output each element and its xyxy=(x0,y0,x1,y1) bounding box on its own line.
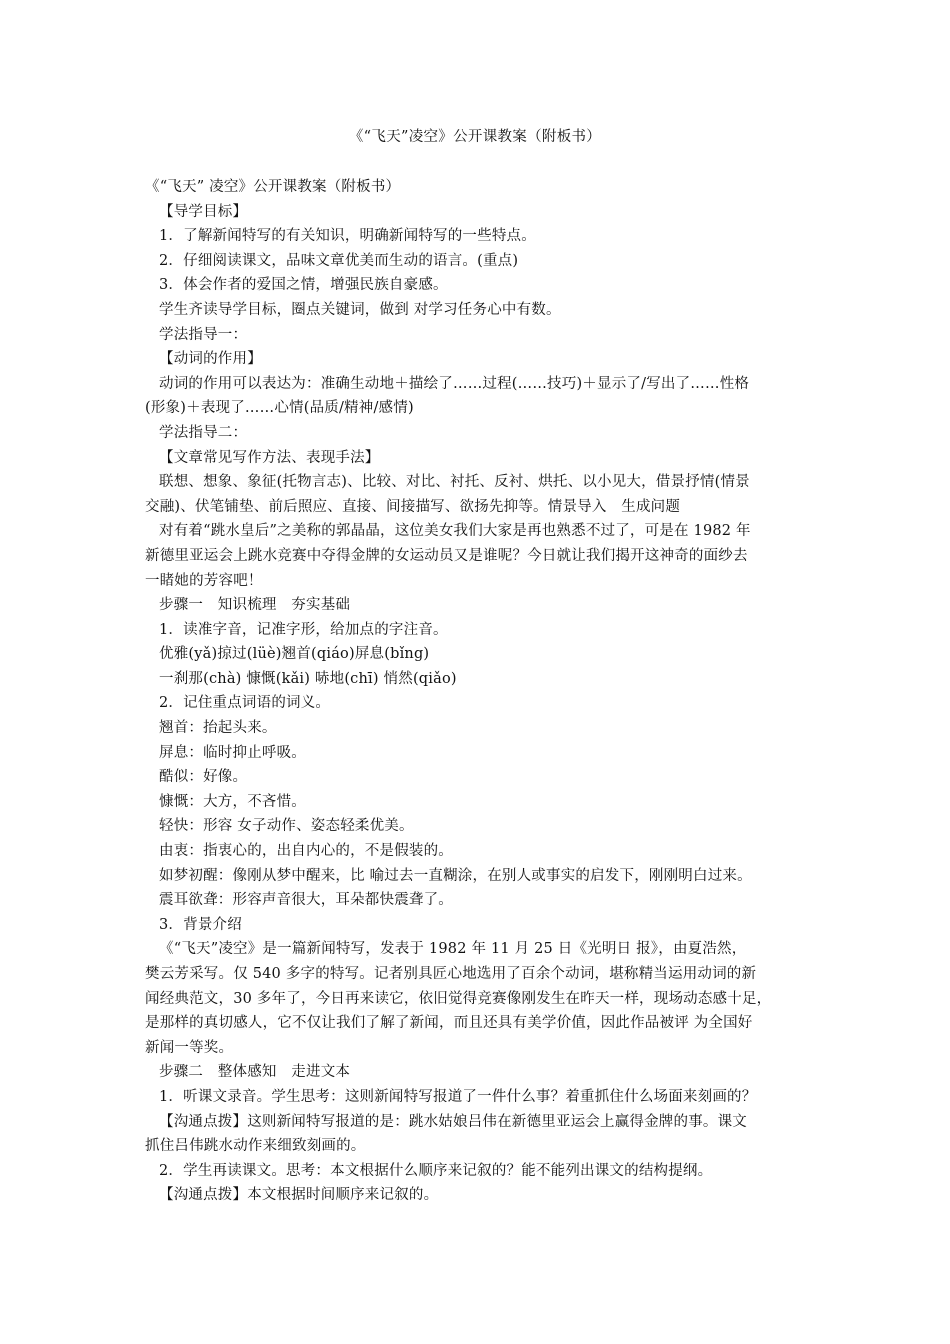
text-line: 2．学生再读课文。思考：本文根据什么顺序来记叙的？能不能列出课文的结构提纲。 xyxy=(159,1162,713,1179)
text-line: 轻快：形容 女子动作、姿态轻柔优美。 xyxy=(159,818,414,835)
text-line: 震耳欲聋：形容声音很大，耳朵都快震聋了。 xyxy=(159,892,453,909)
text-line: 慷慨：大方，不吝惜。 xyxy=(159,793,306,810)
text-line: 2．记住重点词语的词义。 xyxy=(159,695,331,712)
text-line: 是那样的真切感人，它不仅让我们了解了新闻，而且还具有美学价值，因此作品被评 为全国好 xyxy=(145,1015,753,1032)
text-line: 1．了解新闻特写的有关知识，明确新闻特写的一些特点。 xyxy=(159,228,536,245)
text-line: 动词的作用可以表达为：准确生动地＋描绘了……过程(……技巧)＋显示了/写出了……性格 xyxy=(159,375,750,392)
text-line: 1．听课文录音。学生思考：这则新闻特写报道了一件什么事？着重抓住什么场面来刻画的？ xyxy=(159,1088,757,1105)
text-line: 由衷：指衷心的，出自内心的，不是假装的。 xyxy=(159,843,453,860)
text-line: 一刹那(chà) 慷慨(kǎi) 哧地(chī) 悄然(qiǎo) xyxy=(159,670,457,687)
text-line: 步骤二 整体感知 走进文本 xyxy=(159,1064,351,1081)
text-line: 学法指导二： xyxy=(159,424,248,441)
text-line: 【沟通点拨】这则新闻特写报道的是：跳水姑娘吕伟在新德里亚运会上赢得金牌的事。课文 xyxy=(159,1113,747,1130)
text-line: 【文章常见写作方法、表现手法】 xyxy=(159,449,380,466)
document-title: 《“飞天”凌空》公开课教案（附板书） xyxy=(348,129,602,145)
text-line: (形象)＋表现了……心情(品质/精神/感情) xyxy=(145,400,414,417)
text-line: 【导学目标】 xyxy=(159,203,248,220)
text-line: 抓住吕伟跳水动作来细致刻画的。 xyxy=(145,1138,366,1155)
text-line: 如梦初醒：像刚从梦中醒来，比 喻过去一直糊涂，在别人或事实的启发下，刚刚明白过来。 xyxy=(159,867,752,884)
text-line: 翘首：抬起头来。 xyxy=(159,720,277,737)
text-line: 新闻一等奖。 xyxy=(145,1039,234,1056)
text-line: 【动词的作用】 xyxy=(159,351,262,368)
text-line: 新德里亚运会上跳水竞赛中夺得金牌的女运动员又是谁呢？今日就让我们揭开这神奇的面纱去 xyxy=(145,547,748,564)
text-line: 联想、想象、象征(托物言志)、比较、对比、衬托、反衬、烘托、以小见大，借景抒情(情景 xyxy=(159,474,750,491)
text-line: 一睹她的芳容吧！ xyxy=(145,572,263,589)
text-line: 学法指导一： xyxy=(159,326,248,343)
text-line: 步骤一 知识梳理 夯实基础 xyxy=(159,597,351,614)
text-line: 对有着“跳水皇后”之美称的郭晶晶，这位美女我们大家是再也熟悉不过了，可是在 1982 年 xyxy=(159,523,751,540)
text-line: 闻经典范文，30 多年了，今日再来读它，依旧觉得竞赛像刚发生在昨天一样，现场动态感十足， xyxy=(145,990,772,1007)
text-line: 《“飞天”凌空》是一篇新闻特写，发表于 1982 年 11 月 25 日《光明日 报》，由夏浩然， xyxy=(159,941,747,958)
text-line: 学生齐读导学目标，圈点关键词，做到 对学习任务心中有数。 xyxy=(159,301,561,318)
text-line: 1．读准字音，记准字形，给加点的字注音。 xyxy=(159,621,448,638)
document-body xyxy=(145,175,813,1208)
text-line: 2．仔细阅读课文，品味文章优美而生动的语言。(重点) xyxy=(159,252,519,269)
text-line: 交融)、伏笔铺垫、前后照应、直接、间接描写、欲扬先抑等。情景导入 生成问题 xyxy=(145,498,681,515)
text-line: 【沟通点拨】本文根据时间顺序来记叙的。 xyxy=(159,1187,439,1204)
text-line: 《“飞天” 凌空》公开课教案（附板书） xyxy=(145,179,401,195)
text-line: 樊云芳采写。仅 540 多字的特写。记者别具匠心地选用了百余个动词，堪称精当运用动词的新 xyxy=(145,966,757,982)
text-line: 酷似：好像。 xyxy=(159,769,248,786)
text-line: 屏息：临时抑止呼吸。 xyxy=(159,744,306,761)
text-line: 3．背景介绍 xyxy=(159,916,242,933)
text-line: 3．体会作者的爱国之情，增强民族自豪感。 xyxy=(159,277,448,294)
text-line: 优雅(yǎ)掠过(lüè)翘首(qiáo)屏息(bǐng) xyxy=(159,646,430,663)
